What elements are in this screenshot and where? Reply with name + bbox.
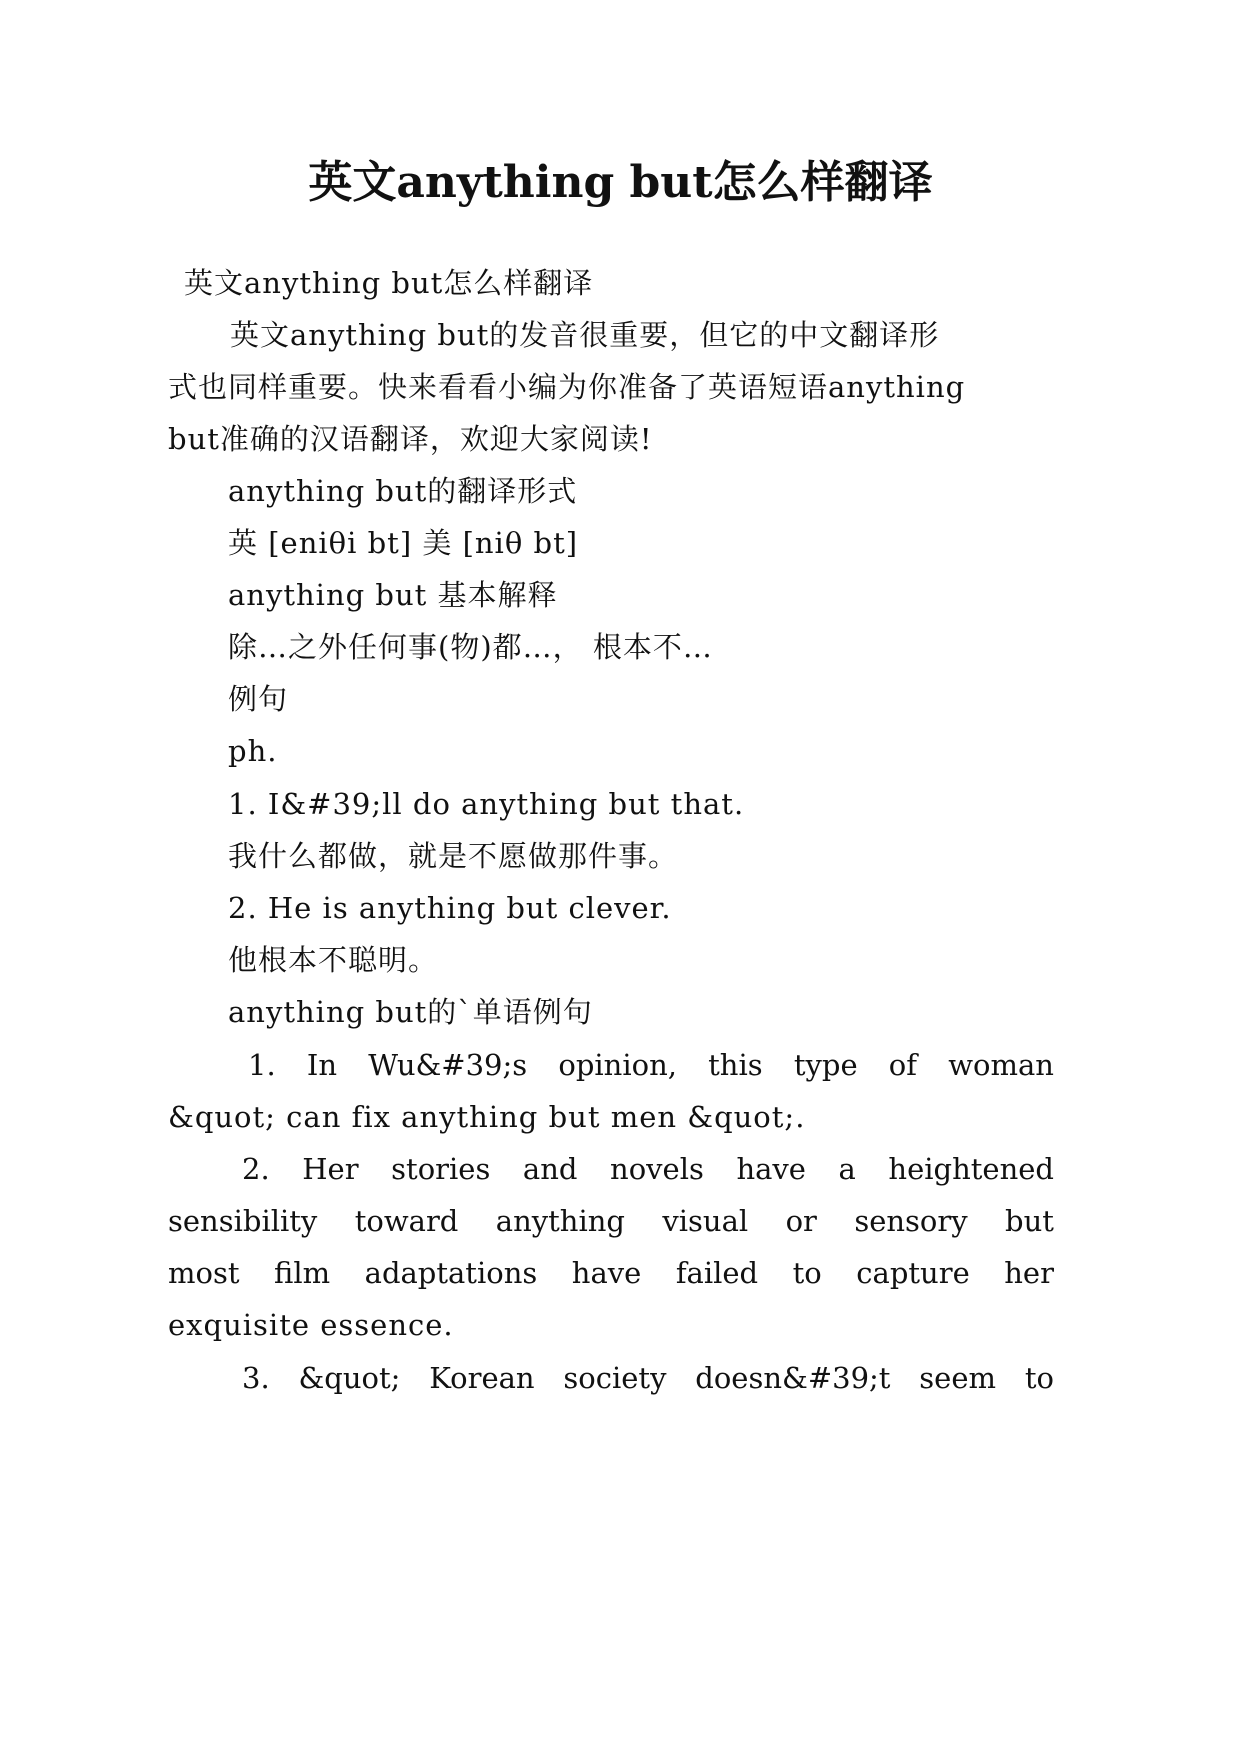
word: woman xyxy=(948,1048,1054,1082)
basic-meaning: 除…之外任何事(物)都…， 根本不… xyxy=(228,630,713,664)
word: novels xyxy=(610,1152,704,1186)
part-of-speech: ph. xyxy=(228,734,278,768)
intro-line-1: 英文anything but的发音很重要，但它的中文翻译形 xyxy=(230,318,940,352)
word: this xyxy=(708,1048,763,1082)
example-1-zh: 我什么都做，就是不愿做那件事。 xyxy=(228,839,679,873)
word-example-1-line-1 xyxy=(248,1045,1054,1085)
word: of xyxy=(888,1048,917,1082)
word-example-3-line-1 xyxy=(242,1358,1054,1398)
intro-line-2: 式也同样重要。快来看看小编为你准备了英语短语anything xyxy=(168,370,966,404)
example-1-en: 1. I&#39;ll do anything but that. xyxy=(228,787,745,821)
word: stories xyxy=(391,1152,491,1186)
word-example-2-line-2 xyxy=(168,1201,1054,1241)
section-basic-heading: anything but 基本解释 xyxy=(228,578,558,612)
word: and xyxy=(522,1152,578,1186)
word: heightened xyxy=(888,1152,1054,1186)
word: anything xyxy=(495,1204,625,1238)
document-title: 英文anything but怎么样翻译 xyxy=(308,157,933,208)
word: doesn&#39;t xyxy=(695,1361,891,1395)
word: have xyxy=(571,1256,642,1290)
word: opinion, xyxy=(558,1048,677,1082)
word: seem xyxy=(919,1361,996,1395)
word: Wu&#39;s xyxy=(368,1048,528,1082)
section-translation-heading: anything but的翻译形式 xyxy=(228,474,578,508)
word: 1. xyxy=(248,1048,276,1082)
word-example-2-line-4: exquisite essence. xyxy=(168,1308,454,1342)
word: have xyxy=(736,1152,806,1186)
word: toward xyxy=(354,1204,459,1238)
intro-line-3: but准确的汉语翻译，欢迎大家阅读! xyxy=(168,422,653,456)
section-words-heading: anything but的`单语例句 xyxy=(228,995,593,1029)
word: Her xyxy=(302,1152,359,1186)
word: &quot; xyxy=(298,1361,401,1395)
word: adaptations xyxy=(364,1256,538,1290)
word: to xyxy=(1024,1361,1054,1395)
word: to xyxy=(792,1256,822,1290)
word: In xyxy=(306,1048,337,1082)
examples-label: 例句 xyxy=(228,682,289,716)
word: but xyxy=(1005,1204,1054,1238)
word-example-2-line-1 xyxy=(242,1149,1054,1189)
subtitle: 英文anything but怎么样翻译 xyxy=(184,266,594,300)
word-example-2-line-3 xyxy=(168,1253,1054,1293)
word: most xyxy=(168,1256,240,1290)
word: sensibility xyxy=(168,1204,318,1238)
word: 3. xyxy=(242,1361,270,1395)
word: 2. xyxy=(242,1152,270,1186)
word: or xyxy=(785,1204,817,1238)
word: visual xyxy=(662,1204,749,1238)
word-example-1-line-2: &quot; can fix anything but men &quot;. xyxy=(168,1100,806,1134)
word: capture xyxy=(856,1256,970,1290)
word: type xyxy=(793,1048,858,1082)
word: Korean xyxy=(429,1361,535,1395)
word: film xyxy=(274,1256,331,1290)
word: a xyxy=(838,1152,856,1186)
word: sensory xyxy=(854,1204,968,1238)
word: society xyxy=(563,1361,667,1395)
example-2-zh: 他根本不聪明。 xyxy=(228,943,439,977)
example-2-en: 2. He is anything but clever. xyxy=(228,891,672,925)
pronunciation: 英 [eniθi bt] 美 [niθ bt] xyxy=(228,526,579,560)
word: her xyxy=(1004,1256,1054,1290)
word: failed xyxy=(675,1256,759,1290)
